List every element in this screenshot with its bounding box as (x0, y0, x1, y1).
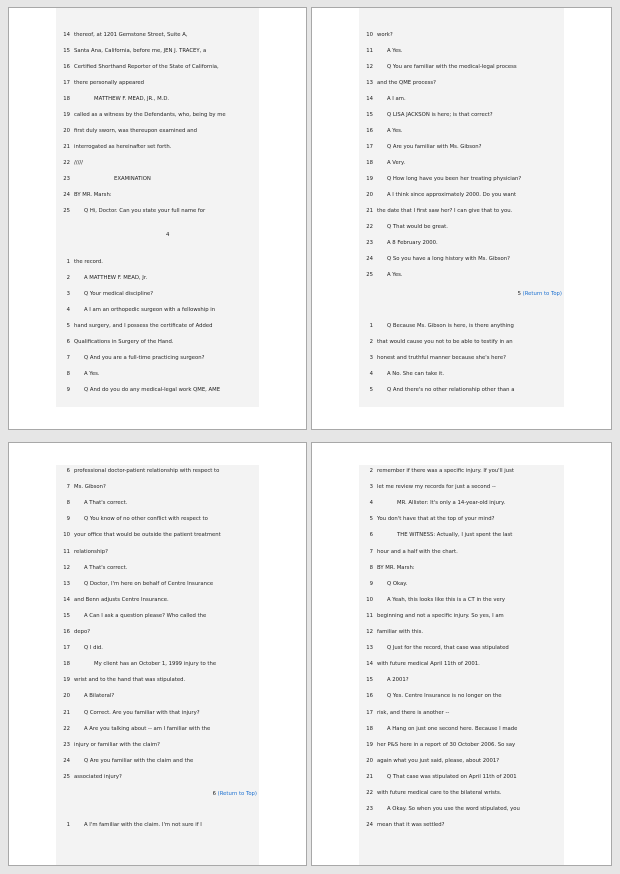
line-text: A I am. (387, 96, 406, 102)
line-number: 14 (366, 661, 373, 668)
line-number: 17 (366, 709, 373, 716)
line-text: Q How long have you been her treating physician? (387, 176, 522, 182)
line-number: 23 (63, 176, 70, 182)
line-number: 9 (369, 580, 373, 587)
transcript-line (365, 677, 560, 684)
line-list-continued (56, 8, 259, 407)
transcript-line (365, 661, 560, 668)
line-text: EXAMINATION (114, 176, 151, 182)
line-text: hand surgery, and I possess the certificate of Added (74, 323, 213, 329)
line-number: 19 (63, 112, 70, 118)
transcript-line (365, 468, 560, 475)
line-text: Q Are you familiar with Ms. Gibson? (387, 144, 482, 150)
line-number: 11 (366, 48, 373, 54)
line-number: 24 (366, 822, 373, 829)
line-number: 10 (366, 596, 373, 603)
line-text: hour and a half with the chart. (377, 548, 458, 555)
transcript-line (365, 645, 560, 652)
transcript-line (365, 500, 560, 507)
line-number: 15 (366, 112, 373, 118)
transcript-line (365, 549, 560, 556)
transcript-line (62, 339, 255, 346)
line-text: A That's correct. (84, 564, 128, 571)
line-number: 3 (369, 355, 373, 361)
line-text: associated injury? (74, 773, 122, 780)
line-text: You don't have that at the top of your mind? (377, 516, 495, 523)
line-number: 5 (369, 516, 373, 523)
line-text: Q LISA JACKSON is here; is that correct? (387, 112, 493, 118)
transcript-line (62, 822, 255, 829)
line-number: 14 (63, 32, 70, 38)
line-number: 6 (66, 339, 70, 345)
line-text: depo? (74, 629, 91, 635)
line-text: Q Just for the record, that case was stipulated (387, 645, 509, 652)
line-text: BY MR. Marsh: (74, 192, 112, 198)
line-number: 21 (366, 773, 373, 780)
line-number: 24 (63, 192, 70, 198)
line-number: 25 (63, 208, 70, 214)
line-text: Q You are familiar with the medical-legal process (387, 64, 517, 70)
line-number: 11 (63, 548, 70, 555)
line-text: Q And do you do any medical-legal work QME, AME (84, 387, 221, 393)
line-number: 20 (366, 192, 373, 198)
transcript-line (365, 516, 560, 523)
line-number: 22 (366, 790, 373, 796)
line-number: 16 (63, 64, 70, 70)
line-text: Q Yes. Centre Insurance is no longer on the (387, 693, 502, 700)
line-number: 17 (366, 144, 373, 150)
line-number: 7 (66, 484, 70, 491)
line-number: 17 (63, 645, 70, 652)
transcript-line (62, 291, 255, 298)
transcript-line (365, 581, 560, 588)
transcript-line (365, 693, 560, 700)
line-text: Santa Ana, California, before me, JEN J. TRACEY, a (74, 48, 207, 54)
line-number: 24 (63, 757, 70, 764)
line-number: 24 (366, 256, 373, 262)
line-number: 2 (369, 468, 373, 474)
line-text: A 8 February 2000. (387, 240, 438, 246)
line-number: 1 (369, 323, 373, 329)
transcript-line (365, 790, 560, 797)
page-number: 4 (166, 232, 170, 238)
line-number: 8 (369, 564, 373, 571)
transcript-line (365, 484, 560, 491)
transcript-line (365, 371, 560, 378)
line-number: 23 (63, 741, 70, 748)
line-text: Q Hi, Doctor. Can you state your full name for (84, 208, 206, 214)
return-to-top-link[interactable]: (Return to Top) (217, 791, 257, 797)
line-text: wrist and to the hand that was stipulated. (74, 677, 186, 684)
line-number: 4 (66, 307, 70, 313)
line-text: relationship? (74, 548, 108, 555)
line-number: 19 (366, 741, 373, 748)
line-number: 15 (63, 612, 70, 619)
transcript-line (365, 613, 560, 620)
line-text: My client has an October 1, 1999 injury to the (94, 661, 217, 668)
page-text-area (56, 8, 259, 407)
line-text: Ms. Gibson? (74, 484, 106, 491)
line-number: 18 (366, 160, 373, 166)
line-text: A Very. (387, 160, 406, 166)
line-number: 25 (63, 773, 70, 780)
line-text: Q I did. (84, 645, 103, 652)
line-text: A Yeah, this looks like this is a CT in the very (387, 596, 506, 603)
line-text: A 2001? (387, 677, 409, 684)
line-text: Q Doctor, I'm here on behalf of Centre Insurance (84, 580, 214, 587)
return-to-top-link[interactable]: (Return to Top) (522, 291, 562, 297)
transcript-line (365, 565, 560, 572)
line-text: beginning and not a specific injury. So yes, I am (377, 612, 504, 619)
line-number: 11 (366, 612, 373, 619)
transcript-line (365, 339, 560, 346)
line-number: 8 (66, 500, 70, 507)
line-text: A Yes. (387, 272, 403, 278)
transcript-line (365, 822, 560, 829)
line-text: BY MR. Marsh: (377, 564, 415, 571)
line-text: again what you just said, please, about 2001? (377, 757, 500, 764)
line-text: let me review my records for just a second -- (377, 484, 496, 491)
transcript-line (365, 806, 560, 813)
line-text: with future medical April 11th of 2001. (377, 661, 480, 668)
line-number: 7 (66, 355, 70, 361)
line-text: with future medical care to the bilateral wrists. (377, 790, 502, 796)
line-number: 9 (66, 516, 70, 523)
line-text: A That's correct. (84, 500, 128, 507)
line-text: honest and truthful manner because she's here? (377, 355, 506, 361)
line-number: 12 (366, 64, 373, 70)
line-text: A Yes. (84, 371, 100, 377)
line-number: 20 (366, 757, 373, 764)
transcript-page-4 (311, 442, 612, 866)
line-text: Q So you have a long history with Ms. Gibson? (387, 256, 510, 262)
line-number: 15 (366, 677, 373, 684)
line-number: 10 (63, 532, 70, 539)
transcript-line (365, 726, 560, 733)
line-number: 5 (66, 323, 70, 329)
line-number: 13 (63, 580, 70, 587)
transcript-page-3 (8, 442, 307, 866)
line-text: injury or familiar with the claim? (74, 741, 160, 748)
line-text: first duly sworn, was thereupon examined and (74, 128, 198, 134)
transcript-line (365, 758, 560, 765)
line-text: MATTHEW F. MEAD, JR., M.D. (94, 96, 170, 102)
page-number: 6 (Return to Top) (212, 791, 257, 797)
line-text: A No. She can take it. (387, 371, 445, 377)
line-text: A Bilateral? (84, 693, 115, 700)
line-text: A I think since approximately 2000. Do you want (387, 192, 517, 198)
line-number: 7 (369, 548, 373, 555)
line-number: 16 (366, 128, 373, 134)
line-number: 22 (63, 725, 70, 732)
line-number: 18 (63, 661, 70, 668)
line-text: there personally appeared (74, 80, 145, 86)
line-number: 12 (366, 629, 373, 635)
transcript-line (62, 355, 255, 362)
transcript-line (365, 774, 560, 781)
line-number: 13 (366, 645, 373, 652)
line-number: 14 (63, 596, 70, 603)
line-text: MR. Allister: It's only a 14-year-old injury. (397, 500, 506, 507)
line-number: 25 (366, 272, 373, 278)
line-text: A Hang on just one second here. Because I made (387, 725, 518, 732)
line-number: 12 (63, 564, 70, 571)
line-number: 15 (63, 48, 70, 54)
line-text: mean that it was settled? (377, 822, 445, 829)
line-text: Q Your medical discipline? (84, 291, 154, 297)
line-text: ///// (74, 160, 83, 166)
transcript-page-1 (8, 7, 307, 430)
line-text: Q Because Ms. Gibson is here, is there anything (387, 323, 514, 329)
line-text: A Are you talking about -- am I familiar with the (84, 725, 211, 732)
line-text: and the QME process? (377, 80, 436, 86)
line-number: 18 (63, 96, 70, 102)
line-text: A Yes. (387, 48, 403, 54)
line-number: 1 (66, 822, 70, 828)
line-number: 14 (366, 96, 373, 102)
line-number: 16 (63, 629, 70, 635)
line-number: 21 (63, 144, 70, 150)
transcript-line (365, 629, 560, 636)
line-number: 4 (369, 500, 373, 507)
line-text: A I'm familiar with the claim. I'm not sure if I (84, 822, 202, 828)
line-text: A Yes. (387, 128, 403, 134)
line-text: A Okay. So when you use the word stipulated, you (387, 806, 520, 813)
line-text: remember if there was a specific injury. If you'll just (377, 468, 514, 474)
line-number: 20 (63, 693, 70, 700)
page-number: 5 (Return to Top) (517, 291, 562, 297)
line-number: 1 (66, 259, 70, 265)
line-number: 8 (66, 371, 70, 377)
line-text: Qualifications in Surgery of the Hand. (74, 339, 174, 345)
line-number: 5 (369, 387, 373, 393)
line-number: 2 (369, 339, 373, 345)
transcript-line (62, 259, 255, 266)
line-number: 23 (366, 240, 373, 246)
line-number: 4 (369, 371, 373, 377)
line-text: Q And there's no other relationship other than a (387, 387, 515, 393)
page-text-area (359, 465, 564, 865)
line-text: professional doctor-patient relationship with respect to (74, 468, 220, 474)
line-text: and Benn adjusts Centre Insurance. (74, 596, 169, 603)
line-text: work? (377, 32, 393, 38)
line-number: 19 (63, 677, 70, 684)
line-number: 23 (366, 806, 373, 813)
line-number: 21 (63, 709, 70, 716)
transcript-line (62, 371, 255, 378)
line-number: 17 (63, 80, 70, 86)
line-number: 19 (366, 176, 373, 182)
line-text: A Can I ask a question please? Who called the (84, 612, 207, 619)
line-text: risk, and there is another -- (377, 709, 450, 716)
line-text: Q And you are a full-time practicing surgeon? (84, 355, 205, 361)
transcript-line (365, 355, 560, 362)
line-number: 16 (366, 693, 373, 700)
line-number: 20 (63, 128, 70, 134)
line-text: her P&S here in a report of 30 October 2006. So say (377, 741, 516, 748)
line-number: 3 (66, 291, 70, 297)
transcript-line (365, 597, 560, 604)
transcript-page-2 (311, 7, 612, 430)
line-number: 2 (66, 275, 70, 281)
line-number: 6 (66, 468, 70, 474)
transcript-line (365, 710, 560, 717)
line-number: 6 (369, 532, 373, 539)
line-number: 10 (366, 32, 373, 38)
line-text: Q Okay. (387, 580, 408, 587)
transcript-line (365, 742, 560, 749)
line-text: A MATTHEW F. MEAD, Jr. (84, 275, 148, 281)
transcript-line (365, 387, 560, 394)
line-list (359, 465, 564, 865)
line-number: 18 (366, 725, 373, 732)
line-text: Q That case was stipulated on April 11th of 2001 (387, 773, 517, 780)
transcript-line (365, 532, 560, 539)
page-text-area (359, 8, 564, 407)
line-text: A I am an orthopedic surgeon with a fellowship in (84, 307, 216, 313)
line-list-continued (359, 8, 564, 407)
line-number: 22 (63, 160, 70, 166)
line-number: 13 (366, 80, 373, 86)
line-text: Certified Shorthand Reporter of the State of California, (74, 64, 219, 70)
line-text: Q Correct. Are you familiar with that injury? (84, 709, 200, 716)
line-text: that would cause you not to be able to testify in an (377, 339, 513, 345)
line-number: 9 (66, 387, 70, 393)
transcript-line (62, 307, 255, 314)
line-text: the date that I first saw her? I can give that to you. (377, 208, 513, 214)
line-text: THE WITNESS: Actually, I just spent the last (397, 532, 513, 539)
line-text: Q Are you familiar with the claim and the (84, 757, 194, 764)
line-text: the record. (74, 259, 103, 265)
line-text: interrogated as hereinafter set forth. (74, 144, 172, 150)
line-number: 3 (369, 484, 373, 491)
line-text: called as a witness by the Defendants, who, being by me (74, 112, 226, 118)
transcript-line (62, 275, 255, 282)
transcript-line (365, 323, 560, 330)
transcript-line (62, 323, 255, 330)
transcript-line (62, 387, 255, 394)
page-text-area (56, 465, 259, 865)
line-list-continued (56, 465, 259, 865)
line-text: your office that would be outside the patient treatment (74, 532, 221, 539)
line-number: 21 (366, 208, 373, 214)
line-text: familiar with this. (377, 629, 424, 635)
line-number: 22 (366, 224, 373, 230)
line-text: Q That would be great. (387, 224, 448, 230)
line-text: thereof, at 1201 Gemstone Street, Suite A, (74, 32, 188, 38)
line-text: Q You know of no other conflict with respect to (84, 516, 208, 523)
